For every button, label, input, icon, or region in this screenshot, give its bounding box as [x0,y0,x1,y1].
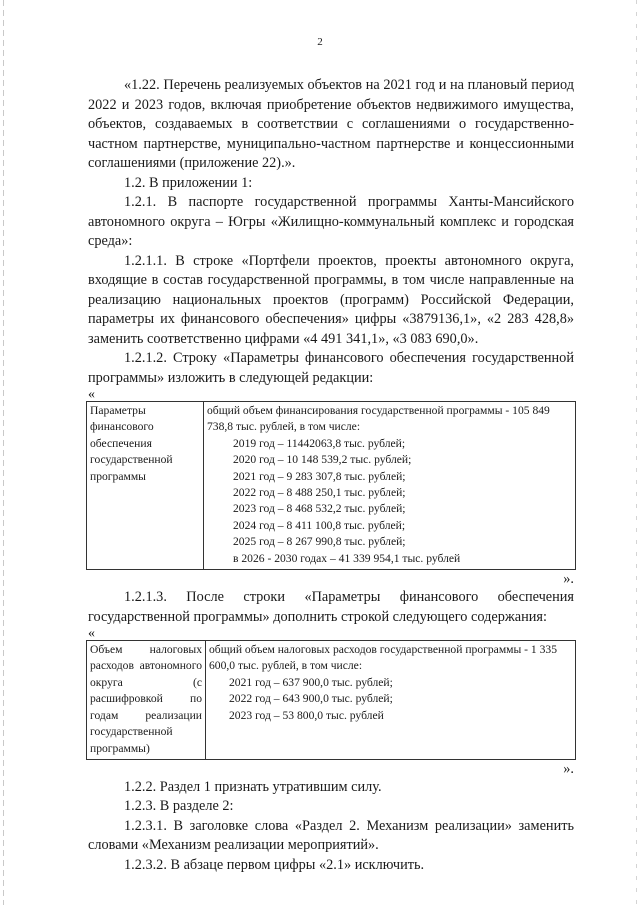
quote-open-2: « [88,626,95,642]
tax-year-2021: 2021 год – 637 900,0 тыс. рублей; [229,675,393,689]
tax-year-2023: 2023 год – 53 800,0 тыс. рублей [229,708,384,722]
paragraph-1-2-1-2: 1.2.1.2. Строку «Параметры финансового обеспечения государственной программы» изложить в следующей редакции: [88,350,574,386]
financing-year-2021: 2021 год – 9 283 307,8 тыс. рублей; [233,469,406,483]
tax-value-cell [206,641,576,760]
document-body [88,76,574,875]
financing-year-2025: 2025 год – 8 267 990,8 тыс. рублей; [233,535,406,549]
paragraph-1-2-1: 1.2.1. В паспорте государственной программы Ханты-Мансийского автономного округа – Югры «Жилищно-коммунальный комплекс и городская среда»: [88,194,574,249]
paragraph-1-22: «1.22. Перечень реализуемых объектов на 2021 год и на плановый период 2022 и 2023 годов, включая приобретение объектов недвижимого имущества, объектов, создаваемых в соответствии с соглашениями о государственно-частном партнерстве, муниципально-частном партнерстве и концессионными соглашениями (приложение 22).». [88,77,574,171]
page-number: 2 [317,36,323,48]
paragraph-1-2-3-1: 1.2.3.1. В заголовке слова «Раздел 2. Механизм реализации» заменить словами «Механизм реализации мероприятий». [88,817,574,854]
financing-year-2020: 2020 год – 10 148 539,2 тыс. рублей; [233,453,412,467]
tax-expenses-table [86,640,576,760]
paragraph-1-2: 1.2. В приложении 1: [124,174,253,191]
tax-intro: общий объем налоговых расходов государственной программы - 1 335 600,0 тыс. рублей, в том числе: [209,643,558,673]
quote-close-2: ». [563,760,574,777]
financing-table [86,401,576,570]
financing-year-2019: 2019 год – 11442063,8 тыс. рублей; [233,436,406,450]
paragraph-1-2-3-2: 1.2.3.2. В абзаце первом цифры «2.1» исключить. [124,856,425,873]
table-row [87,402,576,570]
financing-year-2022: 2022 год – 8 488 250,1 тыс. рублей; [233,486,406,500]
financing-year-2023: 2023 год – 8 468 532,2 тыс. рублей; [233,502,406,516]
paragraph-1-2-3: 1.2.3. В разделе 2: [124,798,234,815]
paragraph-1-2-1-1: 1.2.1.1. В строке «Портфели проектов, проекты автономного округа, входящие в состав государственной программы, в том числе направленные на реализацию национальных проектов (программ) Российской Федерации, параметры их финансового обеспечения» цифры «3879136,1», «2 283 428,8» заменить соответственно цифрами «4 491 341,1», «3 083 690,0». [88,252,574,347]
financing-years-2026-2030: в 2026 - 2030 годах – 41 339 954,1 тыс. рублей [233,551,461,565]
tax-label-cell: Объем налоговых расходов автономного округа (с расшифровкой по годам реализации государственной программы) [87,641,206,760]
tax-year-2022: 2022 год – 643 900,0 тыс. рублей; [229,692,393,706]
paragraph-1-2-2: 1.2.2. Раздел 1 признать утратившим силу. [124,778,382,795]
financing-intro: общий объем финансирования государственной программы - 105 849 738,8 тыс. рублей, в том числе: [207,404,550,434]
scan-edge-right [636,0,637,905]
quote-close-1: ». [563,571,574,588]
table-row [87,641,576,760]
financing-value-cell [204,402,576,570]
financing-year-2024: 2024 год – 8 411 100,8 тыс. рублей; [233,518,406,532]
quote-open-1: « [88,387,95,402]
financing-label-cell: Параметры финансового обеспечения государственной программы [87,402,204,570]
scan-edge-left [3,0,4,905]
paragraph-1-2-1-3: 1.2.1.3. После строки «Параметры финансового обеспечения государственной программы» дополнить строкой следующего содержания: [88,589,574,625]
